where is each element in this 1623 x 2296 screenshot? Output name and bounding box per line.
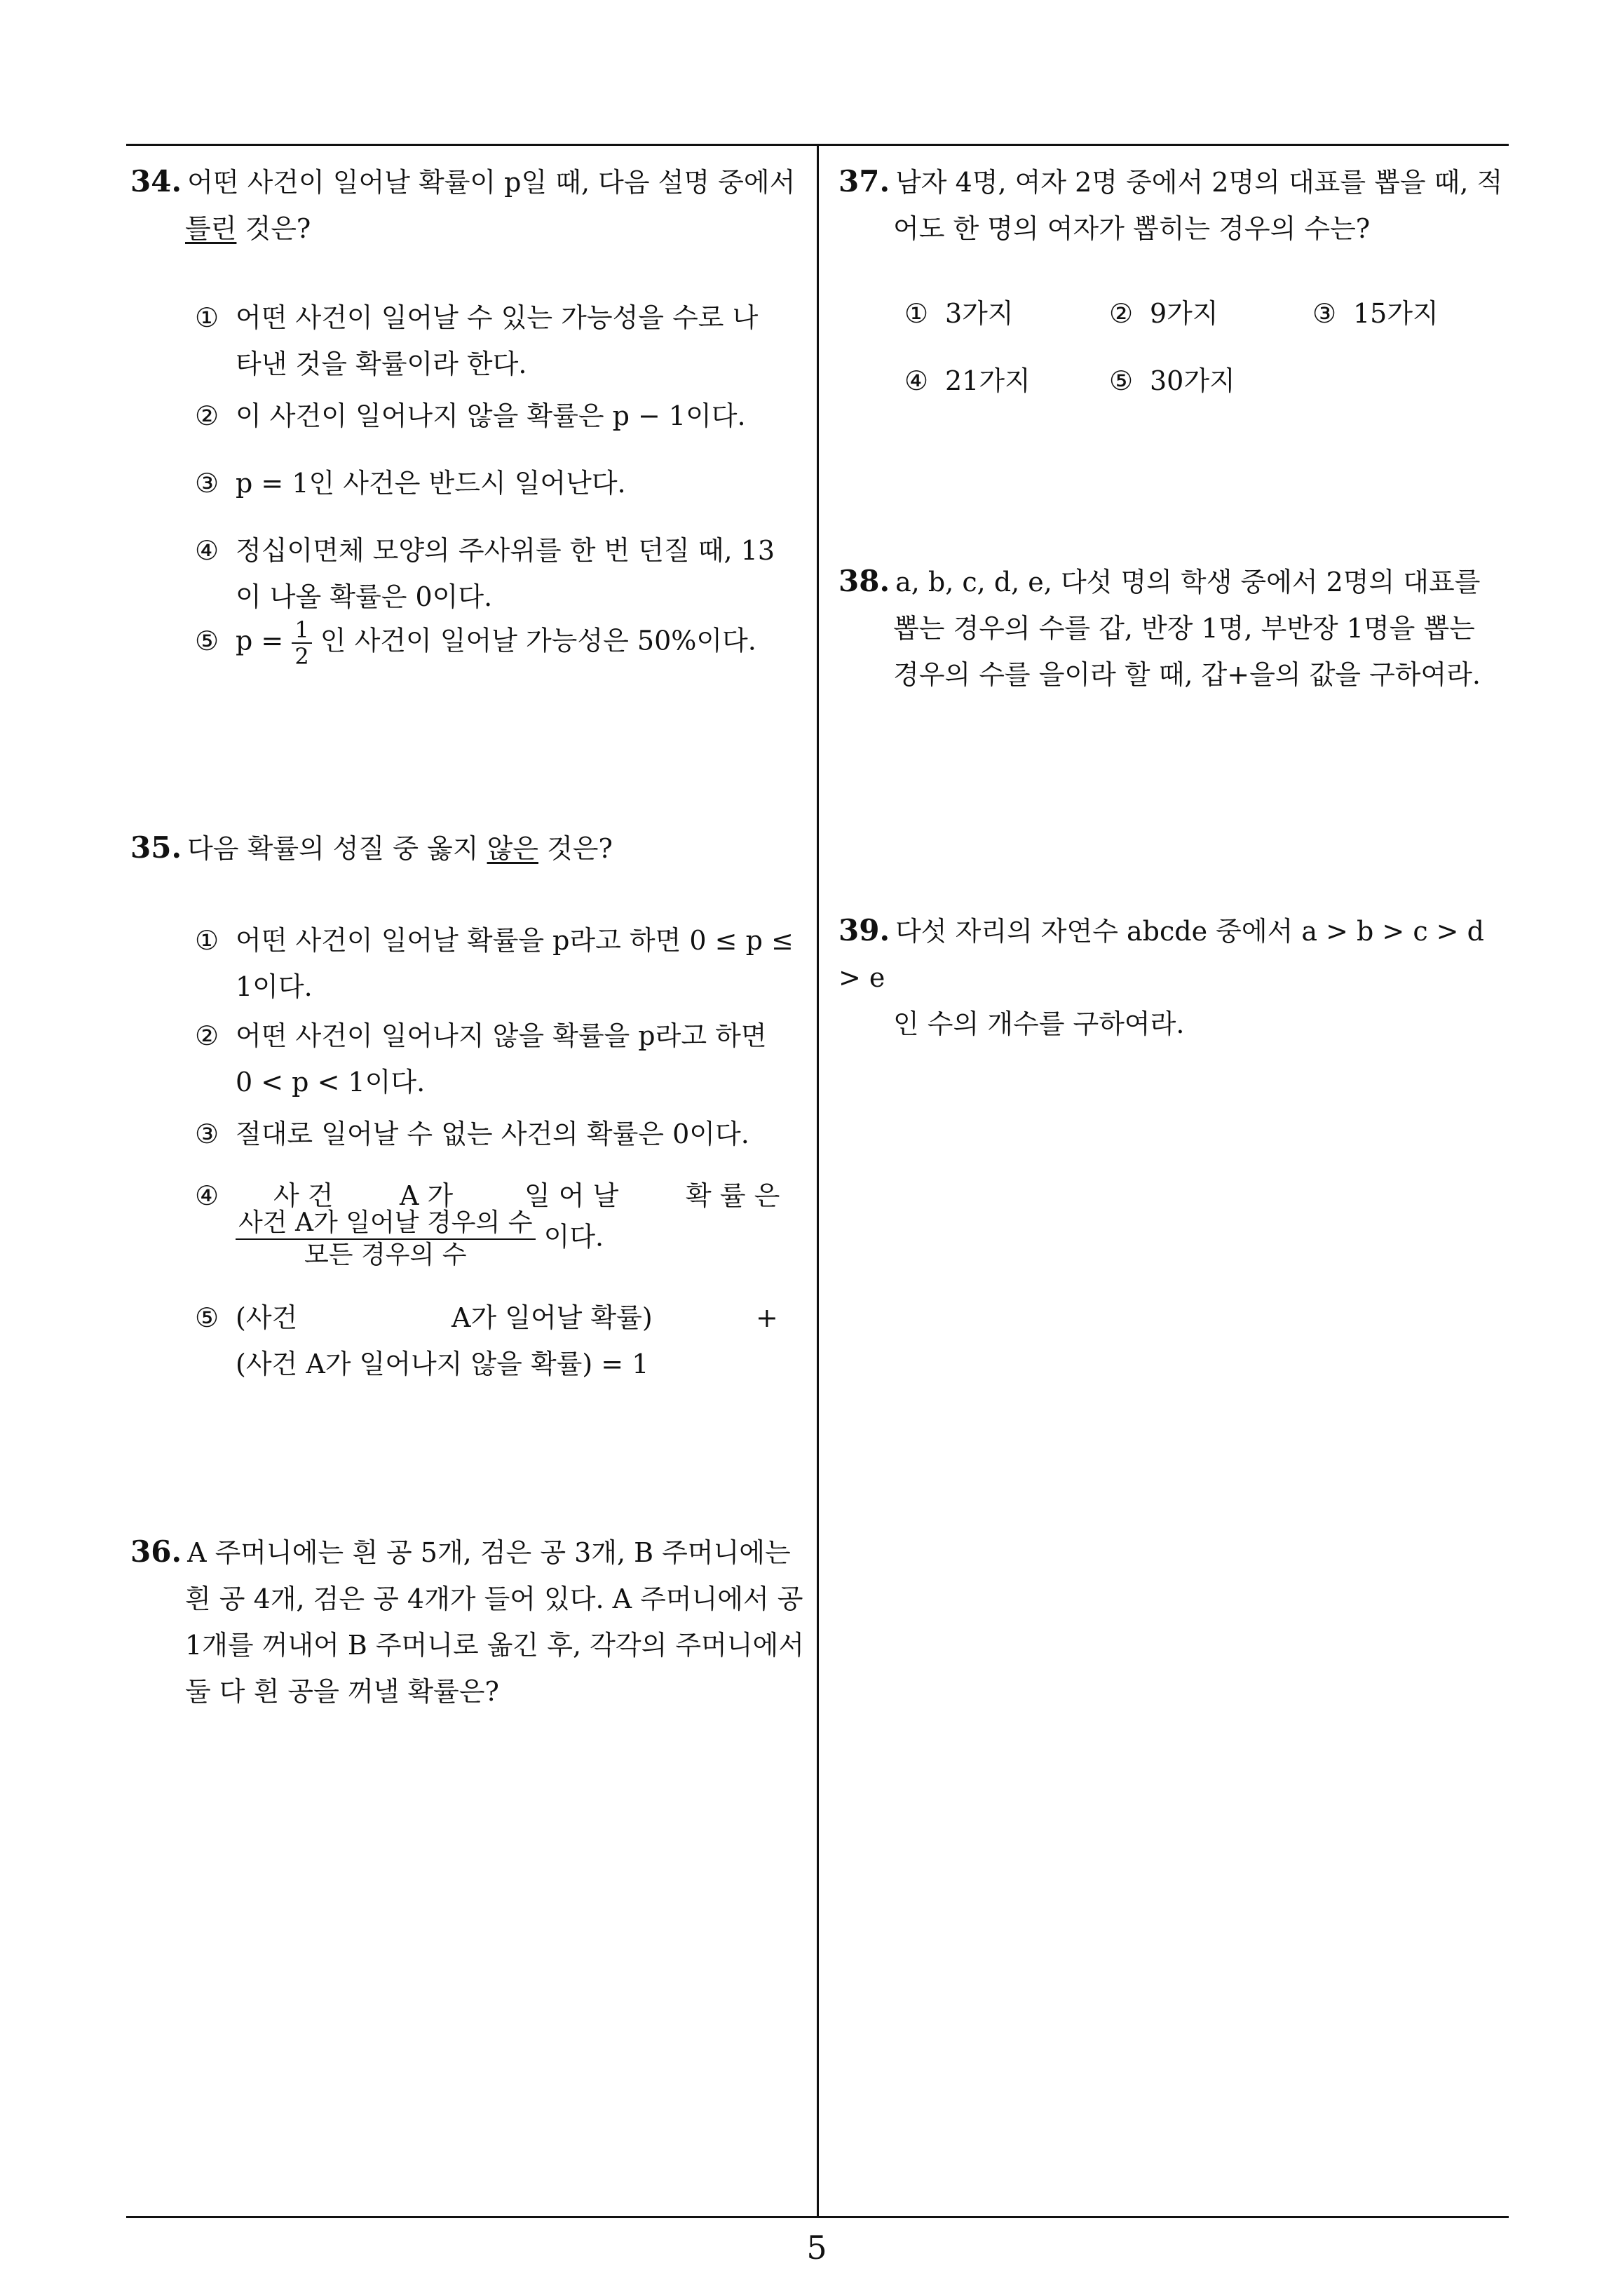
q35-option-4[interactable]: ④ 사 건 A 가 일 어 날 확 률 은 $\frac{\text{사건 A가 일어날 경우의 수}}{\text{모든 경우의 수}}$ 이다.: [195, 1180, 780, 1269]
q34-option-4[interactable]: ④ 정십이면체 모양의 주사위를 한 번 던질 때, 13 이 나올 확률은 0이다.: [195, 535, 775, 612]
fraction: $\frac{1}{2}$: [292, 617, 311, 669]
bottom-rule: [126, 2216, 1509, 2218]
question-number: 34.: [130, 164, 182, 198]
column-divider: [817, 145, 819, 2217]
question-35-stem: 35. 다음 확률의 성질 중 옳지 않은 것은?: [130, 830, 613, 865]
question-38: 38. a, b, c, d, e, 다섯 명의 학생 중에서 2명의 대표를 뽑는 경우의 수를 갑, 반장 1명, 부반장 1명을 뽑는 경우의 수를 을이라 할 때, 갑+을의 값을 구하여라.: [838, 564, 1481, 690]
q34-option-3[interactable]: ③ p = 1인 사건은 반드시 일어난다.: [195, 468, 626, 499]
q34-option-1[interactable]: ① 어떤 사건이 일어날 수 있는 가능성을 수로 나 타낸 것을 확률이라 한다.: [195, 302, 759, 379]
question-number: 39.: [838, 913, 890, 947]
question-number: 36.: [130, 1534, 182, 1569]
underlined-word: 않은: [487, 833, 538, 864]
q34-option-2[interactable]: ② 이 사건이 일어나지 않을 확률은 p − 1이다.: [195, 400, 746, 431]
q37-option-3[interactable]: ③ 15가지: [1312, 298, 1439, 329]
question-number: 37.: [838, 164, 890, 198]
q35-option-1[interactable]: ① 어떤 사건이 일어날 확률을 p라고 하면 0 ≤ p ≤ 1이다.: [195, 925, 794, 1002]
q37-option-5[interactable]: ⑤ 30가지: [1109, 365, 1235, 396]
q35-option-3[interactable]: ③ 절대로 일어날 수 없는 사건의 확률은 0이다.: [195, 1119, 749, 1149]
question-37: 37. 남자 4명, 여자 2명 중에서 2명의 대표를 뽑을 때, 적 어도 한 명의 여자가 뽑히는 경우의 수는?: [838, 164, 1503, 244]
question-number: 35.: [130, 830, 182, 865]
q37-option-4[interactable]: ④ 21가지: [904, 365, 1031, 396]
fraction: $\frac{\text{사건 A가 일어날 경우의 수}}{\text{모든 경우의 수}}$: [236, 1208, 536, 1271]
question-39: 39. 다섯 자리의 자연수 abcde 중에서 a > b > c > d > e 인 수의 개수를 구하여라.: [838, 913, 1484, 1039]
question-36: 36. A 주머니에는 흰 공 5개, 검은 공 3개, B 주머니에는 흰 공 4개, 검은 공 4개가 들어 있다. A 주머니에서 공 1개를 꺼내어 B 주머니로 옮긴 후, 각각의 주머니에서 둘 다 흰 공을 꺼낼 확률은?: [130, 1534, 804, 1707]
q35-option-5[interactable]: ⑤ (사건 A가 일어날 확률) + (사건 A가 일어나지 않을 확률) = 1: [195, 1302, 778, 1379]
q35-option-4-formula: $\frac{\text{사건 A가 일어날 경우의 수}}{\text{모든 경우의 수}}$ 이다.: [236, 1208, 604, 1271]
question-number: 38.: [838, 564, 890, 598]
underlined-word: 틀린: [185, 213, 237, 244]
q37-option-1[interactable]: ① 3가지: [904, 298, 1014, 329]
q37-option-2[interactable]: ② 9가지: [1109, 298, 1218, 329]
question-34-stem: 34. 어떤 사건이 일어날 확률이 p일 때, 다음 설명 중에서 틀린 것은?: [130, 164, 796, 244]
q35-option-2[interactable]: ② 어떤 사건이 일어나지 않을 확률을 p라고 하면 0 < p < 1이다.: [195, 1020, 767, 1098]
q34-option-5[interactable]: ⑤ p = $\frac{1}{2}$ 인 사건이 일어날 가능성은 50%이다.: [195, 616, 756, 670]
page-number: 5: [806, 2229, 827, 2267]
